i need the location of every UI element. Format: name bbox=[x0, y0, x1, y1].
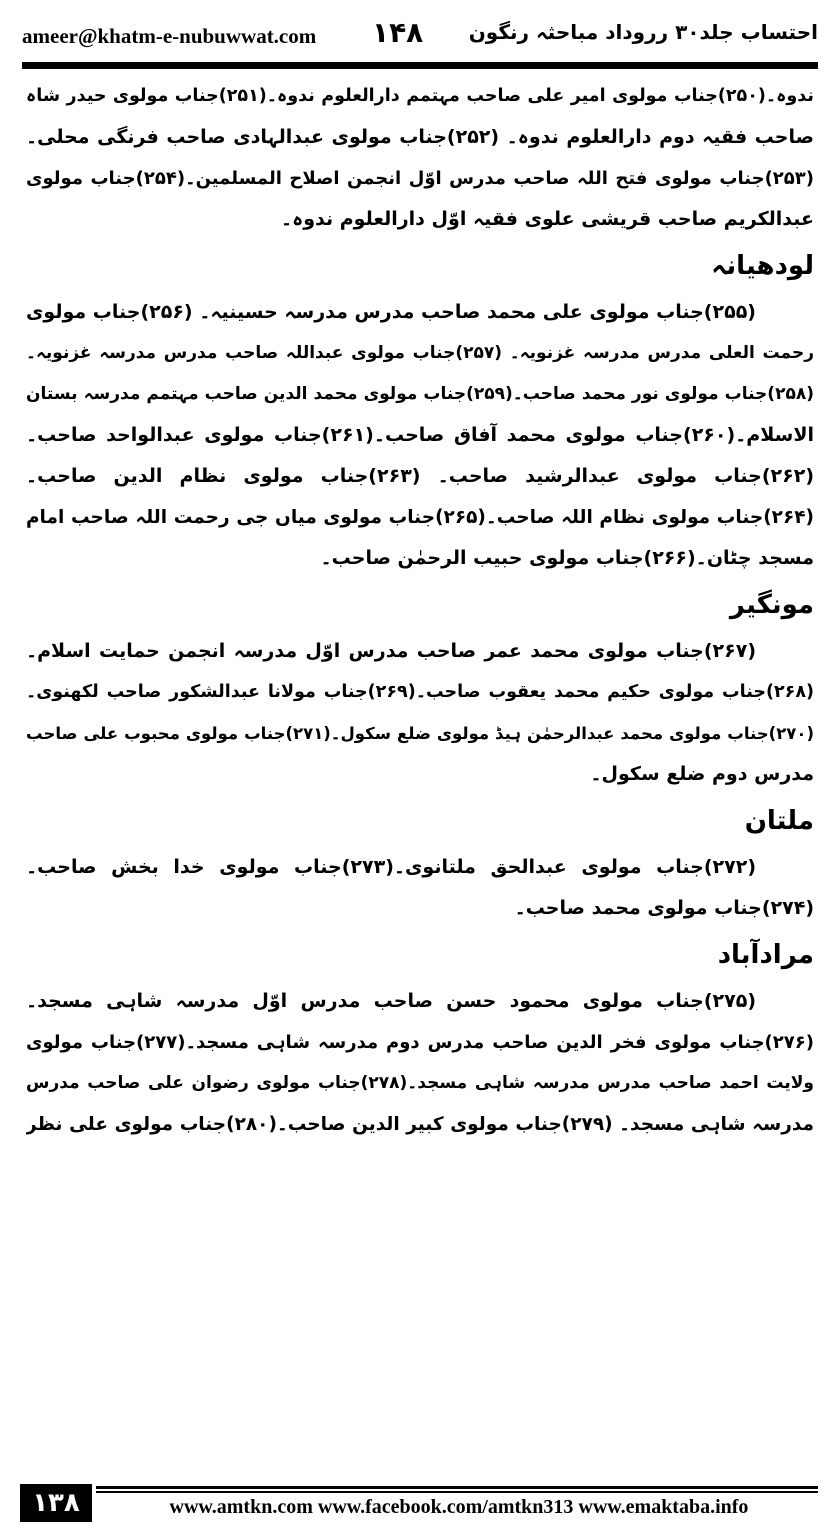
header-book-title: احتساب جلد۳۰ رروداد مباحثہ رنگون bbox=[468, 20, 818, 44]
footer-divider bbox=[96, 1486, 818, 1489]
text-line: (۲۷۰)جناب مولوی محمد عبدالرحمٰن ہیڈ مولوی ضلع سکول۔(۲۷۱)جناب مولوی محبوب علی صاحب bbox=[26, 724, 814, 743]
text-line: (۲۷۶)جناب مولوی فخر الدین صاحب مدرس دوم مدرسہ شاہی مسجد۔(۲۷۷)جناب مولوی bbox=[26, 1032, 814, 1053]
text-line: (۲۶۸)جناب مولوی حکیم محمد یعقوب صاحب۔(۲۶۹)جناب مولانا عبدالشکور صاحب لکھنوی۔ bbox=[26, 682, 814, 702]
text-line: (۲۵۵)جناب مولوی علی محمد صاحب مدرس مدرسہ حسینیہ۔ (۲۵۶)جناب مولوی bbox=[26, 301, 756, 323]
page-footer bbox=[20, 1484, 818, 1524]
text-line: (۲۷۵)جناب مولوی محمود حسن صاحب مدرس اوّل مدرسہ شاہی مسجد۔ bbox=[26, 990, 756, 1012]
header-page-number: ۱۴۸ bbox=[372, 16, 424, 49]
text-line: (۲۵۸)جناب مولوی نور محمد صاحب۔(۲۵۹)جناب مولوی محمد الدین صاحب مہتمم مدرسہ بستان bbox=[26, 384, 814, 404]
header-email: ameer@khatm-e-nubuwwat.com bbox=[22, 24, 317, 48]
body-text bbox=[26, 76, 814, 1145]
text-line: مدرس دوم ضلع سکول۔ bbox=[590, 763, 814, 785]
section-heading-monghyr: مونگیر bbox=[729, 590, 814, 620]
page-header bbox=[22, 14, 818, 58]
section-heading-multan: ملتان bbox=[744, 806, 814, 836]
text-line: رحمت العلی مدرس مدرسہ غزنویہ۔ (۲۵۷)جناب مولوی عبداللہ صاحب مدرس مدرسہ غزنویہ۔ bbox=[26, 343, 814, 363]
text-line: (۲۶۲)جناب مولوی عبدالرشید صاحب۔ (۲۶۳)جناب مولوی نظام الدین صاحب۔ bbox=[26, 465, 814, 487]
text-line: صاحب فقیہ دوم دارالعلوم ندوہ۔ (۲۵۲)جناب مولوی عبدالہادی صاحب فرنگی محلی۔ bbox=[26, 126, 814, 148]
footer-links: www.amtkn.com www.facebook.com/amtkn313 www.emaktaba.info bbox=[169, 1496, 749, 1518]
section-heading-moradabad: مرادآباد bbox=[717, 940, 814, 970]
text-line: ولایت احمد صاحب مدرس مدرسہ شاہی مسجد۔(۲۷۸)جناب مولوی رضوان علی صاحب مدرس bbox=[26, 1073, 814, 1093]
text-line: مسجد چٹان۔(۲۶۶)جناب مولوی حبیب الرحمٰن صاحب۔ bbox=[320, 547, 814, 569]
footer-page-number: ۱۳۸ bbox=[20, 1484, 92, 1522]
text-line: ندوہ۔(۲۵۰)جناب مولوی امیر علی صاحب مہتمم دارالعلوم ندوہ۔(۲۵۱)جناب مولوی حیدر شاہ bbox=[26, 86, 814, 106]
text-line: عبدالکریم صاحب قریشی علوی فقیہ اوّل دارالعلوم ندوہ۔ bbox=[280, 208, 814, 230]
text-line: الاسلام۔(۲۶۰)جناب مولوی محمد آفاق صاحب۔(۲۶۱)جناب مولوی عبدالواحد صاحب۔ bbox=[26, 424, 814, 446]
text-line: (۲۵۳)جناب مولوی فتح اللہ صاحب مدرس اوّل انجمن اصلاح المسلمین۔(۲۵۴)جناب مولوی bbox=[26, 168, 814, 189]
text-line: (۲۷۴)جناب مولوی محمد صاحب۔ bbox=[514, 897, 814, 919]
text-line: مدرسہ شاہی مسجد۔ (۲۷۹)جناب مولوی کبیر الدین صاحب۔(۲۸۰)جناب مولوی علی نظر bbox=[26, 1114, 814, 1135]
section-heading-ludhiana: لودھیانہ bbox=[711, 251, 814, 281]
header-divider bbox=[22, 62, 818, 69]
footer-divider-thin bbox=[96, 1491, 818, 1493]
text-line: (۲۶۴)جناب مولوی نظام اللہ صاحب۔(۲۶۵)جناب مولوی میاں جی رحمت اللہ صاحب امام bbox=[26, 507, 814, 528]
text-line: (۲۶۷)جناب مولوی محمد عمر صاحب مدرس اوّل مدرسہ انجمن حمایت اسلام۔ bbox=[26, 640, 756, 662]
text-line: (۲۷۲)جناب مولوی عبدالحق ملتانوی۔(۲۷۳)جناب مولوی خدا بخش صاحب۔ bbox=[26, 856, 756, 878]
